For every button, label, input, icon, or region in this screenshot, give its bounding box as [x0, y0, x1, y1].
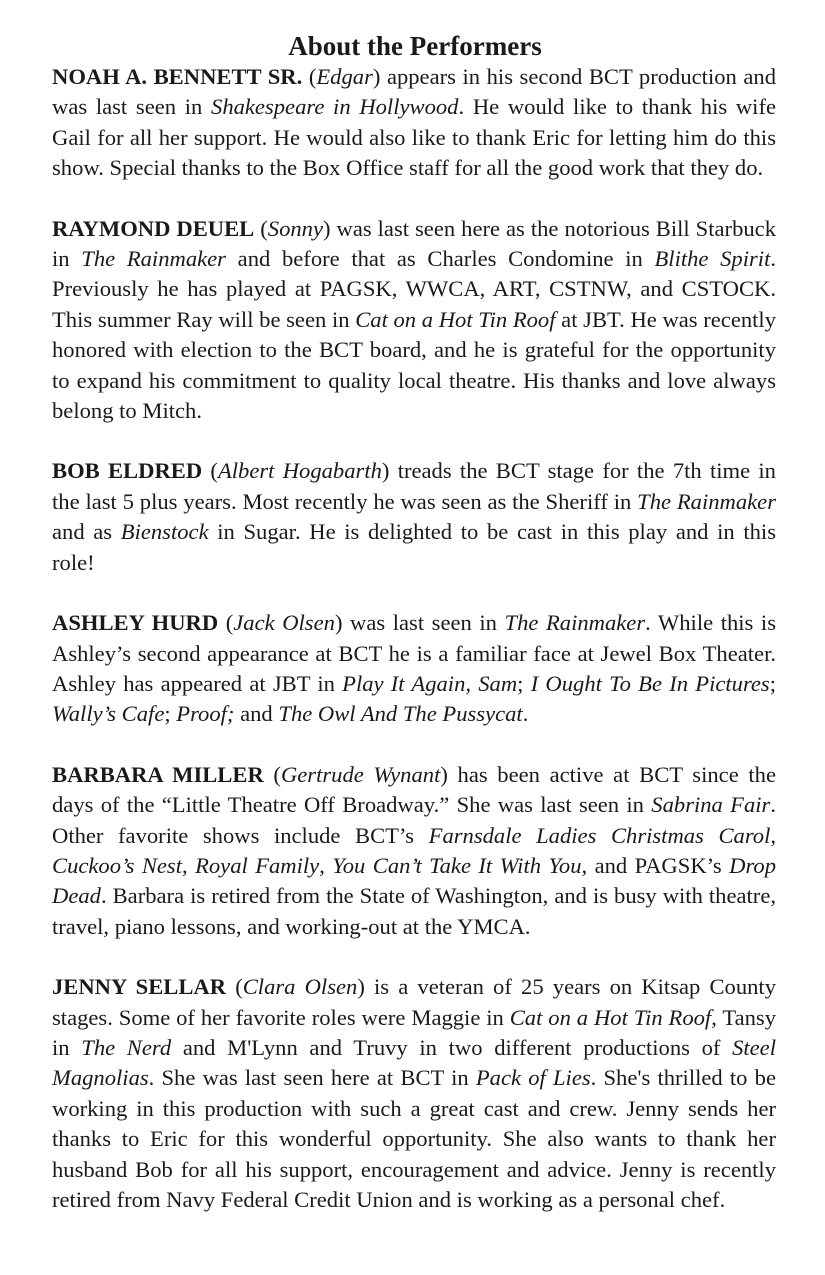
- bio-text: (: [263, 761, 281, 787]
- bio-text: ) has been active at BCT since the days of the “Little Theatre Off Broadway.” She was last seen in: [52, 761, 776, 818]
- bio-text: .: [522, 701, 529, 727]
- bio-text: . He would like to thank his wife Gail for all her support. He would also like to thank Eric for letting him do this show. Special thanks to the Box Office staff for all the good work that they do.: [52, 94, 776, 181]
- bio-text: . Other favorite shows include BCT’s: [52, 792, 776, 848]
- italic-title: Steel Magnolias: [52, 1034, 776, 1091]
- italic-title: Play It Again, Sam: [342, 670, 518, 696]
- performer-bio: [52, 456, 776, 578]
- program-page: [52, 30, 776, 1245]
- italic-title: You Can’t Take It With You: [332, 852, 582, 878]
- italic-title: Blithe Spirit: [654, 246, 771, 272]
- bio-text: . She was last seen here at BCT in: [148, 1065, 476, 1091]
- italic-title: Drop Dead: [52, 852, 776, 909]
- performer-bios: [52, 62, 776, 1215]
- bio-text: and before that as Charles Condomine in: [225, 246, 655, 272]
- italic-title: The Rainmaker: [504, 610, 646, 636]
- bio-text: and as: [52, 519, 121, 545]
- italic-title: Farnsdale Ladies Christmas Carol: [428, 822, 771, 848]
- bio-text: ) was last seen in: [334, 610, 505, 636]
- italic-title: The Rainmaker: [637, 488, 776, 514]
- italic-title: Pack of Lies: [475, 1065, 591, 1091]
- italic-title: Sabrina Fair: [651, 792, 771, 818]
- bio-text: . Barbara is retired from the State of Washington, and is busy with theatre, travel, piano lessons, and working-out at the YMCA.: [52, 883, 776, 939]
- bio-text: ) treads the BCT stage for the 7th time in the last 5 plus years. Most recently he was seen as the Sheriff in: [52, 458, 776, 514]
- bio-text: . While this is Ashley’s second appearance at BCT he is a familiar face at Jewel Box Theater. Ashley has appeared at JBT in: [52, 610, 776, 696]
- bio-text: (: [202, 458, 218, 484]
- bio-text: ;: [517, 670, 531, 696]
- italic-title: Edgar: [316, 64, 373, 89]
- performer-bio: [52, 608, 776, 730]
- italic-title: The Nerd: [81, 1034, 172, 1060]
- performer-name: ASHLEY HURD: [52, 610, 219, 636]
- bio-text: ,: [319, 852, 333, 878]
- bio-text: , Tansy in: [52, 1004, 776, 1060]
- italic-title: I Ought To Be In Pictures: [530, 670, 770, 696]
- italic-title: Clara Olsen: [242, 974, 358, 1000]
- bio-text: (: [302, 64, 317, 89]
- italic-title: Wally’s Cafe: [52, 701, 165, 727]
- performer-name: BOB ELDRED: [52, 458, 203, 484]
- performer-name: BARBARA MILLER: [52, 761, 264, 787]
- italic-title: Gertrude Wynant: [280, 761, 441, 787]
- bio-text: ,: [182, 852, 196, 878]
- performer-bio: [52, 214, 776, 427]
- italic-title: Sonny: [267, 215, 323, 241]
- bio-text: and M'Lynn and Truvy in two different productions of: [171, 1034, 733, 1060]
- italic-title: Royal Family: [195, 852, 320, 878]
- bio-text: (: [226, 974, 243, 1000]
- bio-text: ) was last seen here as the notorious Bill Starbuck in: [52, 215, 776, 272]
- performer-bio: [52, 972, 776, 1215]
- bio-text: . She's thrilled to be working in this production with such a great cast and crew. Jenny sends her thanks to Eric for this wonderful opportunity. She also wants to thank her husband Bob for all his support, encouragement and advice. Jenny is recently retired from Navy Federal Credit Union and is working as a personal chef.: [52, 1065, 776, 1212]
- italic-title: The Rainmaker: [81, 246, 226, 272]
- bio-text: ,: [770, 822, 776, 848]
- bio-text: ;: [769, 670, 776, 696]
- italic-title: The Owl And The Pussycat: [278, 701, 523, 727]
- italic-title: Jack Olsen: [233, 610, 335, 636]
- bio-text: ;: [164, 701, 177, 727]
- bio-text: and: [234, 701, 279, 727]
- italic-title: Shakespeare in Hollywood: [211, 94, 459, 120]
- italic-title: Albert Hogabarth: [217, 458, 382, 484]
- italic-title: Proof;: [176, 701, 235, 727]
- bio-text: in Sugar. He is delighted to be cast in this play and in this role!: [52, 519, 776, 575]
- performer-name: RAYMOND DEUEL: [52, 215, 255, 241]
- performer-name: JENNY SELLAR: [52, 974, 227, 1000]
- bio-text: ) is a veteran of 25 years on Kitsap County stages. Some of her favorite roles were Maggie in: [52, 974, 777, 1030]
- bio-text: at JBT. He was recently honored with election to the BCT board, and he is grateful for the opportunity to expand his commitment to quality local theatre. His thanks and love always belong to Mitch.: [52, 306, 777, 424]
- bio-text: (: [254, 215, 268, 241]
- italic-title: Cat on a Hot Tin Roof: [509, 1004, 712, 1030]
- italic-title: Bienstock: [120, 519, 209, 545]
- bio-text: ) appears in his second BCT production and was last seen in: [52, 64, 776, 120]
- bio-text: , and PAGSK’s: [581, 852, 730, 878]
- performer-bio: [52, 62, 776, 184]
- bio-text: (: [218, 610, 234, 636]
- performer-bio: [52, 760, 776, 942]
- italic-title: Cuckoo’s Nest: [52, 852, 183, 878]
- italic-title: Cat on a Hot Tin Roof: [355, 306, 556, 332]
- bio-text: . Previously he has played at PAGSK, WWCA, ART, CSTNW, and CSTOCK. This summer Ray will be seen in: [52, 246, 776, 332]
- page-title: About the Performers: [288, 31, 542, 61]
- performer-name: NOAH A. BENNETT SR.: [52, 64, 303, 89]
